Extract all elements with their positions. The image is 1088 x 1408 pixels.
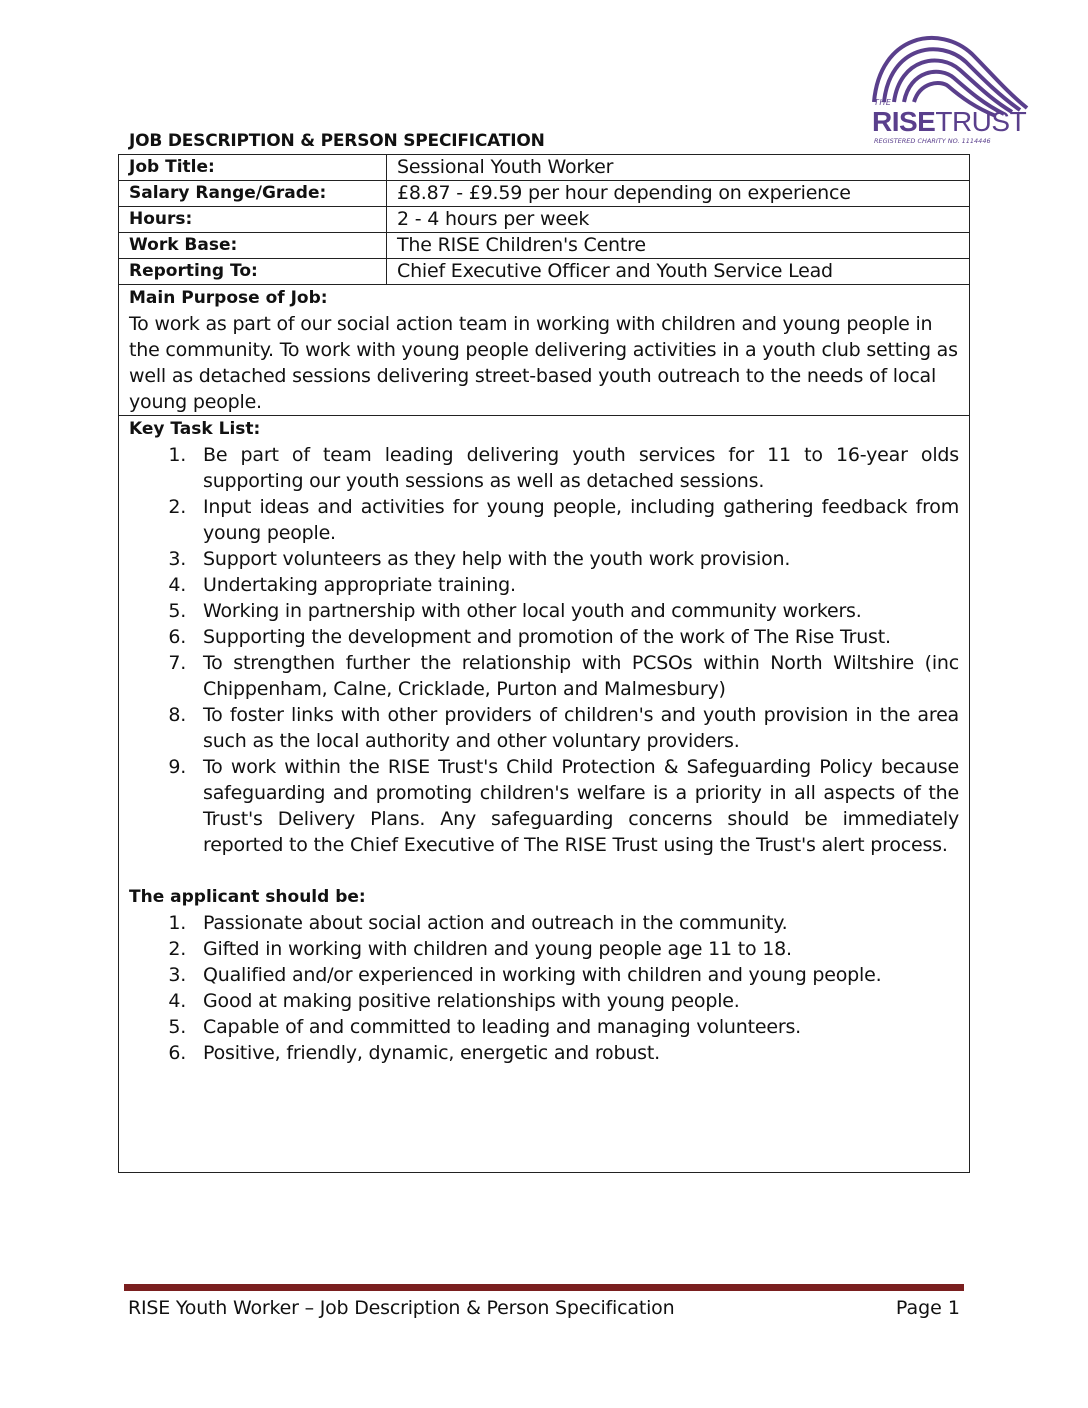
applicant-title: The applicant should be: <box>129 887 366 907</box>
key-task-title: Key Task List: <box>129 419 261 439</box>
main-purpose-row <box>119 285 970 416</box>
footer-rule <box>124 1284 964 1291</box>
list-item: 9. To work within the RISE Trust's Child Protection & Safeguarding Policy because safeguarding and promoting children's welfare is a priority in all aspects of the Trust's Delivery Plans. Any safeguarding concerns should be immediately reported to the Chief Executive of The RISE Trust using the Trust's alert process. <box>192 754 959 858</box>
logo-rise: RISE <box>872 106 936 137</box>
section-spacer <box>129 858 969 884</box>
list-item: 2. Gifted in working with children and young people age 11 to 18. <box>192 936 959 962</box>
detail-value: 2 - 4 hours per week <box>387 207 970 233</box>
main-purpose-cell <box>119 285 970 416</box>
list-item: 7. To strengthen further the relationship with PCSOs within North Wiltshire (inc Chippenham, Calne, Cricklade, Purton and Malmesbury) <box>192 650 959 702</box>
footer-title: RISE Youth Worker – Job Description & Person Specification <box>128 1297 675 1319</box>
list-item: 6. Supporting the development and promotion of the work of The Rise Trust. <box>192 624 959 650</box>
main-purpose-title: Main Purpose of Job: <box>129 288 328 308</box>
list-item: 6. Positive, friendly, dynamic, energetic and robust. <box>192 1040 959 1066</box>
detail-label: Job Title: <box>119 155 387 181</box>
detail-value: £8.87 - £9.59 per hour depending on experience <box>387 181 970 207</box>
detail-row-work-base <box>119 233 970 259</box>
detail-row-job-title <box>119 155 970 181</box>
list-item: 2. Input ideas and activities for young people, including gathering feedback from young people. <box>192 494 959 546</box>
logo-trust: TRUST <box>935 106 1027 137</box>
detail-label: Hours: <box>119 207 387 233</box>
main-purpose-text: To work as part of our social action team in working with children and young people in the community. To work with young people delivering activities in a youth club setting as well as detached sessions delivering street-based youth outreach to the needs of local young people. <box>129 313 958 413</box>
job-description-table <box>118 154 970 1173</box>
detail-value: The RISE Children's Centre <box>387 233 970 259</box>
list-item: 5. Working in partnership with other local youth and community workers. <box>192 598 959 624</box>
detail-label: Reporting To: <box>119 259 387 285</box>
rise-trust-logo <box>862 24 1034 150</box>
logo-the: THE <box>874 98 892 107</box>
page-number: Page 1 <box>895 1297 960 1319</box>
list-item: 1. Passionate about social action and outreach in the community. <box>192 910 959 936</box>
list-item: 4. Undertaking appropriate training. <box>192 572 959 598</box>
list-item: 1. Be part of team leading delivering youth services for 11 to 16-year olds supporting our youth sessions as well as detached sessions. <box>192 442 959 494</box>
list-item: 3. Support volunteers as they help with the youth work provision. <box>192 546 959 572</box>
detail-value: Sessional Youth Worker <box>387 155 970 181</box>
key-task-list <box>129 442 969 858</box>
document-heading: JOB DESCRIPTION & PERSON SPECIFICATION <box>129 131 545 151</box>
logo-wordmark <box>872 106 1026 138</box>
detail-value: Chief Executive Officer and Youth Service Lead <box>387 259 970 285</box>
tasks-cell <box>119 416 970 1173</box>
detail-label: Work Base: <box>119 233 387 259</box>
list-item: 8. To foster links with other providers of children's and youth provision in the area such as the local authority and other voluntary providers. <box>192 702 959 754</box>
logo-charity-number: REGISTERED CHARITY NO. 1114446 <box>874 137 991 145</box>
list-item: 3. Qualified and/or experienced in working with children and young people. <box>192 962 959 988</box>
detail-label: Salary Range/Grade: <box>119 181 387 207</box>
applicant-list <box>129 910 969 1066</box>
tasks-row <box>119 416 970 1173</box>
list-item: 5. Capable of and committed to leading and managing volunteers. <box>192 1014 959 1040</box>
detail-row-reporting-to <box>119 259 970 285</box>
detail-row-salary <box>119 181 970 207</box>
detail-row-hours <box>119 207 970 233</box>
list-item: 4. Good at making positive relationships with young people. <box>192 988 959 1014</box>
